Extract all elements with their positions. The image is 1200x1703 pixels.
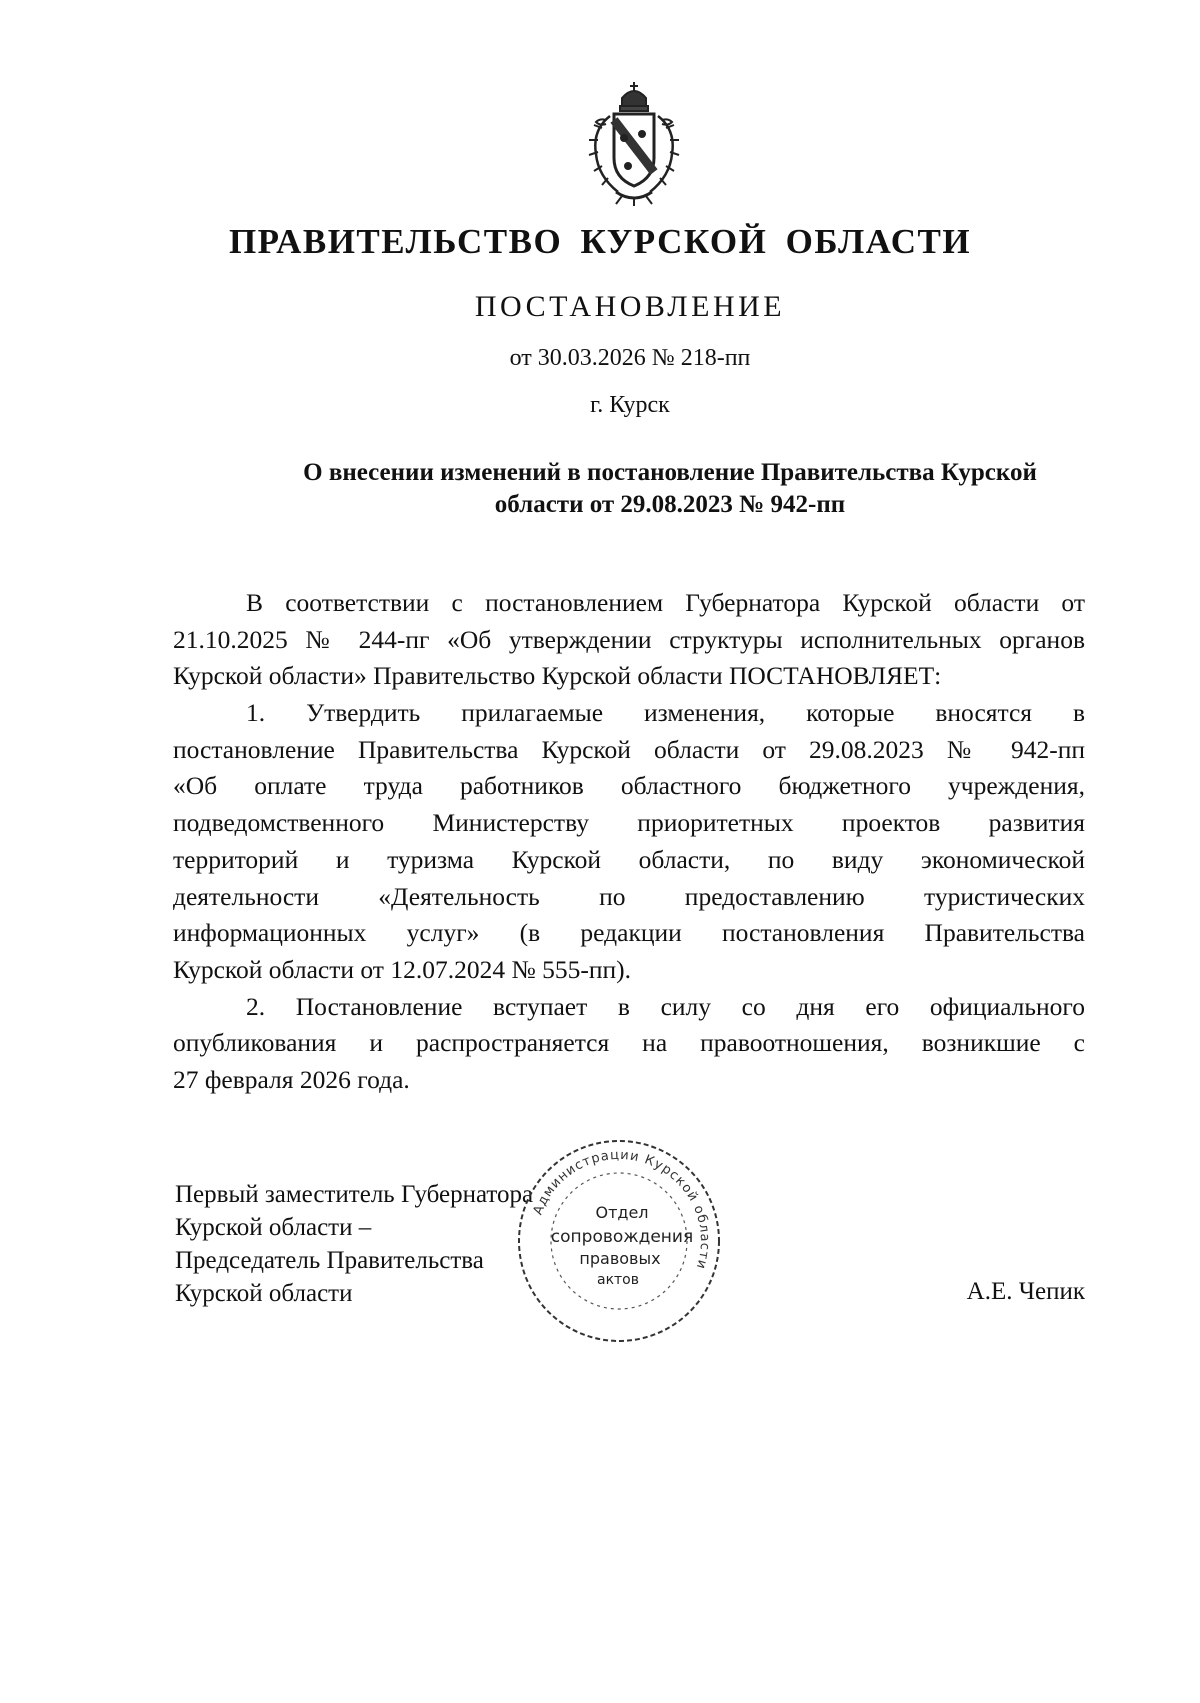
stamp-text: актов: [596, 1272, 640, 1288]
body-line: Курской области от 12.07.2024 № 555-пп).: [173, 954, 632, 984]
stamp-text: Отдел: [595, 1203, 649, 1222]
body-line: информационных услуг» (в редакции постановления Правительства: [173, 918, 1085, 948]
signatory-position: [175, 1178, 533, 1310]
stamp-text: правовых: [579, 1249, 661, 1268]
body-line: постановление Правительства Курской области от 29.08.2023 № 942-пп: [173, 734, 1085, 764]
body-line: деятельности «Деятельность по предоставлению туристических: [173, 881, 1085, 911]
body-line: 1. Утвердить прилагаемые изменения, которые вносятся в: [246, 698, 1085, 728]
body-line: 21.10.2025 № 244-пг «Об утверждении структуры исполнительных органов: [173, 624, 1085, 654]
signatory-name: А.Е. Чепик: [966, 1278, 1085, 1305]
official-stamp: [514, 1136, 724, 1346]
subject-line: области от 29.08.2023 № 942-пп: [494, 491, 846, 518]
signatory-position-line: Курской области: [175, 1280, 353, 1307]
document-body: [173, 585, 1085, 1099]
document-type: ПОСТАНОВЛЕНИЕ: [474, 290, 786, 323]
body-line: «Об оплате труда работников областного бюджетного учреждения,: [173, 771, 1085, 801]
body-line: Курской области» Правительство Курской области ПОСТАНОВЛЯЕТ:: [173, 661, 942, 691]
signatory-position-line: Курской области –: [175, 1214, 372, 1241]
stamp-text: сопровождения: [550, 1227, 694, 1247]
signatory-position-line: Первый заместитель Губернатора: [175, 1181, 534, 1208]
stamp-seal-icon: [514, 1136, 724, 1346]
stamp-ring-text: Администрации Курской области: [530, 1147, 713, 1272]
document-place: г. Курск: [590, 392, 670, 418]
coat-of-arms-icon: [562, 80, 706, 208]
subject-line: О внесении изменений в постановление Правительства Курской: [303, 459, 1037, 486]
body-line: 2. Постановление вступает в силу со дня его официального: [246, 991, 1085, 1021]
government-title: ПРАВИТЕЛЬСТВО КУРСКОЙ ОБЛАСТИ: [228, 222, 972, 261]
signatory-position-line: Председатель Правительства: [175, 1247, 484, 1274]
document-date-number: от 30.03.2026 № 218-пп: [509, 345, 751, 371]
body-line: В соответствии с постановлением Губернатора Курской области от: [246, 588, 1085, 617]
body-line: опубликования и распространяется на правоотношения, возникшие с: [173, 1028, 1085, 1058]
body-line: подведомственного Министерству приоритетных проектов развития: [173, 808, 1085, 838]
body-line: территорий и туризма Курской области, по виду экономической: [173, 844, 1085, 874]
body-line: 27 февраля 2026 года.: [173, 1064, 410, 1094]
